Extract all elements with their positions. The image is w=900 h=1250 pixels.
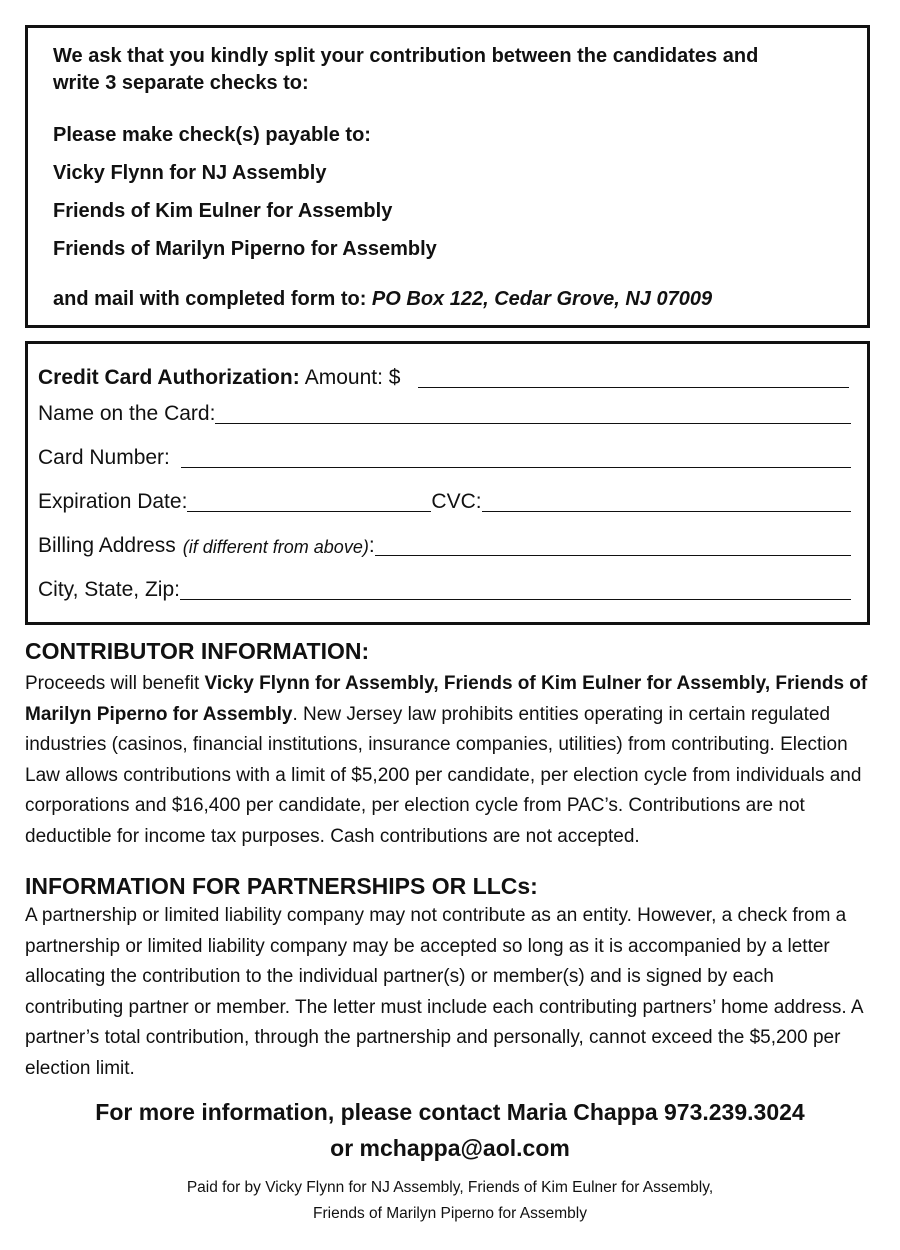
billing-row — [38, 532, 851, 558]
payable-label: Please make check(s) payable to: — [53, 124, 371, 146]
amount-row — [38, 364, 851, 390]
mail-label: and mail with completed form to: — [53, 288, 367, 310]
card-number-label: Card Number: — [38, 446, 170, 469]
name-label: Name on the Card: — [38, 402, 216, 425]
payee-1: Vicky Flynn for NJ Assembly — [53, 162, 327, 184]
credit-card-heading: Credit Card Authorization: — [38, 366, 300, 389]
amount-field[interactable] — [418, 369, 849, 388]
intro-line-1: We ask that you kindly split your contribution between the candidates and — [53, 45, 759, 67]
city-label: City, State, Zip: — [38, 578, 180, 601]
expiration-row — [38, 488, 851, 514]
partnerships-heading: INFORMATION FOR PARTNERSHIPS OR LLCs: — [25, 873, 538, 899]
expiration-field[interactable] — [187, 493, 431, 512]
contributor-body: . New Jersey law prohibits entities operating in certain regulated industries (casinos, financial institutions, insurance companies, utilities) from contributing. Election Law allows contributions with a limit of $5,200 per candidate, per election cycle from individuals and corporations and $16,400 per candidate, per election cycle from PAC’s. Contributions are not deductible for income tax purposes. Cash contributions are not accepted. — [25, 703, 862, 847]
payee-2: Friends of Kim Eulner for Assembly — [53, 200, 393, 222]
payee-3: Friends of Marilyn Piperno for Assembly — [53, 238, 437, 260]
mail-address: PO Box 122, Cedar Grove, NJ 07009 — [371, 288, 713, 310]
contact-line-1: For more information, please contact Maria Chappa 973.239.3024 — [95, 1099, 805, 1125]
paid-for-line-1: Paid for by Vicky Flynn for NJ Assembly, Friends of Kim Eulner for Assembly, — [186, 1179, 714, 1196]
city-state-zip-field[interactable] — [180, 581, 851, 600]
billing-label: Billing Address — [38, 534, 176, 557]
expiration-label: Expiration Date: — [38, 490, 188, 513]
billing-note: (if different from above) — [182, 537, 369, 557]
contributor-lead: Proceeds will benefit — [25, 673, 205, 694]
contact-line-2: or mchappa@aol.com — [330, 1135, 570, 1161]
intro-line-2: write 3 separate checks to: — [53, 72, 309, 94]
partnerships-text: A partnership or limited liability company may not contribute as an entity. However, a check from a partnership or limited liability company may be accepted so long as it is accompanied by a letter allocating the contribution to the individual partner(s) or member(s) and is signed by each contributing partner or member. The letter must include each contributing partners’ home address. A partner’s total contribution, through the partnership and personally, cannot exceed the $5,200 per election limit. — [25, 905, 863, 1079]
amount-label: Amount: $ — [304, 366, 401, 389]
contributor-text — [25, 669, 875, 853]
name-row — [38, 400, 851, 426]
city-row — [38, 576, 851, 602]
card-number-field[interactable] — [181, 449, 851, 468]
check-instructions-box — [25, 25, 870, 328]
mail-instruction — [53, 286, 712, 312]
cvc-label: CVC: — [431, 490, 482, 513]
name-on-card-field[interactable] — [215, 405, 851, 424]
paid-for-line-2: Friends of Marilyn Piperno for Assembly — [313, 1205, 587, 1222]
credit-card-form — [25, 341, 870, 625]
card-number-row — [38, 444, 851, 470]
contributor-heading: CONTRIBUTOR INFORMATION: — [25, 638, 370, 664]
cvc-field[interactable] — [482, 493, 851, 512]
billing-colon: : — [368, 534, 375, 557]
billing-address-field[interactable] — [375, 537, 851, 556]
contributor-beneficiaries: Vicky Flynn for Assembly, Friends of Kim Eulner for Assembly, Friends of Marilyn Piperno for Assembly — [25, 673, 868, 725]
